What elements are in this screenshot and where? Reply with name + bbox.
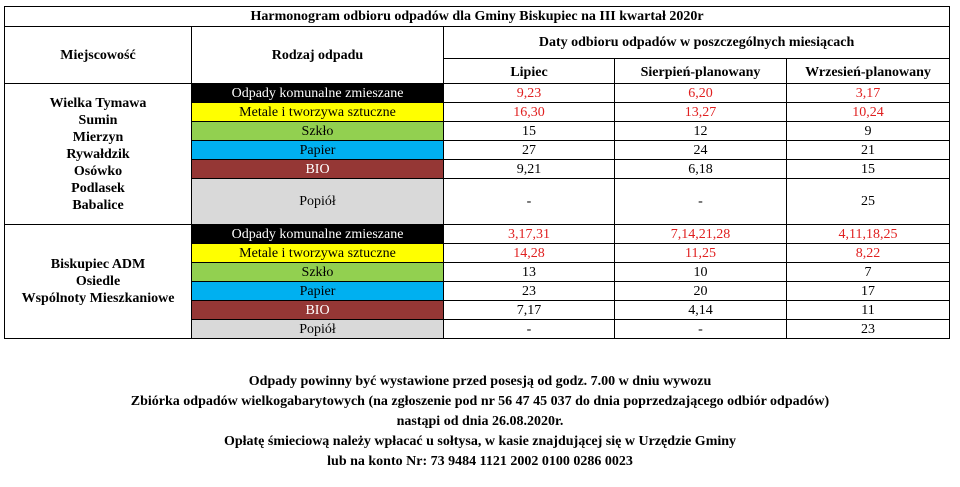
date-cell: 21 — [787, 141, 950, 160]
date-cell: 13,27 — [615, 103, 787, 122]
waste-type-bio: BIO — [192, 160, 444, 179]
waste-type-paper: Papier — [192, 141, 444, 160]
note-line: Zbiórka odpadów wielkogabarytowych (na zgłoszenie pod nr 56 47 45 037 do dnia poprzedzającego odbiór odpadów) — [130, 394, 830, 409]
date-cell: 9 — [787, 122, 950, 141]
date-cell: 6,18 — [615, 160, 787, 179]
date-cell: 4,14 — [615, 301, 787, 320]
date-cell: 15 — [444, 122, 615, 141]
date-cell: 6,20 — [615, 84, 787, 103]
waste-type-metals-plastics: Metale i tworzywa sztuczne — [192, 103, 444, 122]
note-line: Opłatę śmieciową należy wpłacać u sołtysa, w kasie znajdującej się w Urzędzie Gminy — [223, 434, 737, 449]
header-locality: Miejscowość — [5, 27, 192, 84]
date-cell: 24 — [615, 141, 787, 160]
waste-type-glass: Szkło — [192, 263, 444, 282]
date-cell: 27 — [444, 141, 615, 160]
date-cell: - — [444, 320, 615, 339]
place-name: Biskupiec ADM — [50, 257, 146, 272]
waste-type-ash: Popiół — [192, 179, 444, 225]
header-waste-type: Rodzaj odpadu — [192, 27, 444, 84]
waste-type-mixed: Odpady komunalne zmieszane — [192, 225, 444, 244]
date-cell: 23 — [444, 282, 615, 301]
date-cell: 14,28 — [444, 244, 615, 263]
header-month-september: Wrzesień-planowany — [787, 59, 950, 84]
waste-type-bio: BIO — [192, 301, 444, 320]
date-cell: 3,17,31 — [444, 225, 615, 244]
date-cell: 17 — [787, 282, 950, 301]
place-name: Sumin — [78, 112, 118, 128]
group-2-places — [5, 225, 192, 339]
place-name: Podlasek — [71, 180, 125, 196]
note-line: nastąpi od dnia 26.08.2020r. — [396, 414, 564, 429]
date-cell: 20 — [615, 282, 787, 301]
waste-type-glass: Szkło — [192, 122, 444, 141]
header-month-august: Sierpień-planowany — [615, 59, 787, 84]
date-cell: 16,30 — [444, 103, 615, 122]
place-name: Rywałdzik — [66, 146, 130, 162]
date-cell: - — [615, 320, 787, 339]
date-cell: 11 — [787, 301, 950, 320]
place-name: Osiedle — [75, 274, 121, 289]
date-cell: 7,14,21,28 — [615, 225, 787, 244]
group-1-places — [5, 84, 192, 225]
date-cell: 13 — [444, 263, 615, 282]
date-cell: 7,17 — [444, 301, 615, 320]
schedule-table — [4, 6, 950, 339]
date-cell: 7 — [787, 263, 950, 282]
schedule-title: Harmonogram odbioru odpadów dla Gminy Biskupiec na III kwartał 2020r — [5, 7, 950, 27]
place-name: Mierzyn — [72, 129, 124, 145]
date-cell: 9,21 — [444, 160, 615, 179]
date-cell: 12 — [615, 122, 787, 141]
place-name: Babalice — [72, 197, 124, 213]
date-cell: 23 — [787, 320, 950, 339]
date-cell: 10,24 — [787, 103, 950, 122]
date-cell: 10 — [615, 263, 787, 282]
date-cell: 25 — [787, 179, 950, 225]
date-cell: - — [444, 179, 615, 225]
notes-block — [0, 372, 960, 472]
note-line: Odpady powinny być wystawione przed posesją od godz. 7.00 w dniu wywozu — [248, 374, 712, 389]
waste-type-ash: Popiół — [192, 320, 444, 339]
date-cell: 3,17 — [787, 84, 950, 103]
note-line: lub na konto Nr: 73 9484 1121 2002 0100 0286 0023 — [327, 454, 633, 469]
date-cell: 15 — [787, 160, 950, 179]
header-month-july: Lipiec — [444, 59, 615, 84]
date-cell: 9,23 — [444, 84, 615, 103]
place-name: Wspólnoty Mieszkaniowe — [21, 291, 175, 306]
place-name: Wielka Tymawa — [49, 95, 147, 111]
waste-type-paper: Papier — [192, 282, 444, 301]
header-dates: Daty odbioru odpadów w poszczególnych miesiącach — [444, 27, 950, 59]
date-cell: - — [615, 179, 787, 225]
date-cell: 11,25 — [615, 244, 787, 263]
waste-type-mixed: Odpady komunalne zmieszane — [192, 84, 444, 103]
date-cell: 8,22 — [787, 244, 950, 263]
waste-type-metals-plastics: Metale i tworzywa sztuczne — [192, 244, 444, 263]
date-cell: 4,11,18,25 — [787, 225, 950, 244]
place-name: Osówko — [73, 163, 123, 179]
